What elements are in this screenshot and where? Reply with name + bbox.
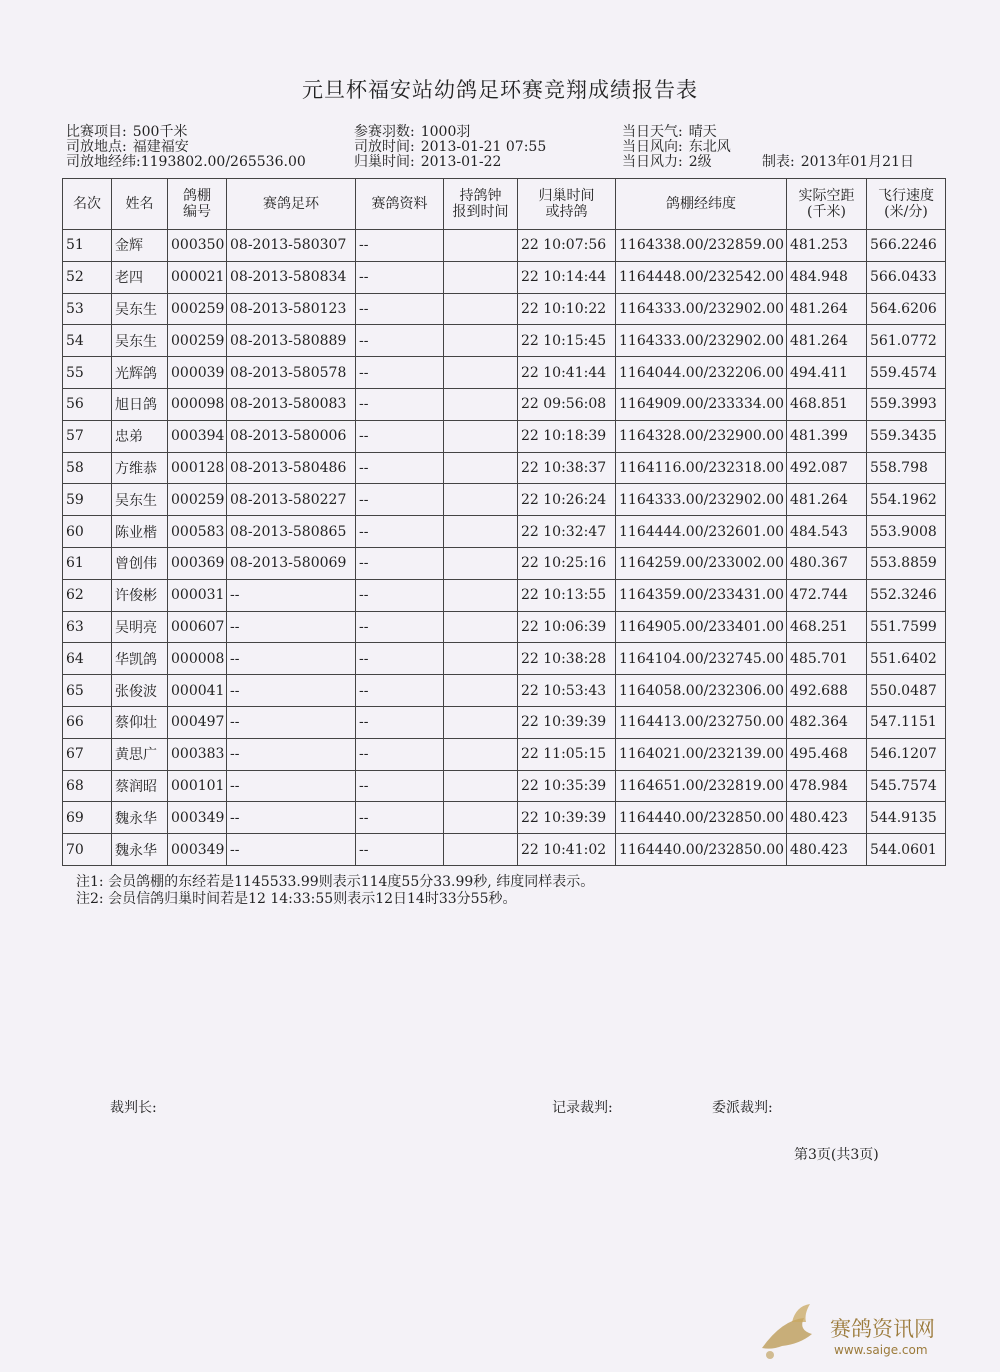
- cell-clock: [444, 293, 518, 325]
- cell-loc: 1164651.00/232819.00: [616, 770, 787, 802]
- cell-loft: 000394: [168, 420, 227, 452]
- cell-dist: 481.264: [787, 484, 867, 516]
- cell-dist: 482.364: [787, 706, 867, 738]
- header-rank: 名次: [63, 179, 112, 230]
- cell-rank: 67: [63, 738, 112, 770]
- table-row: [63, 611, 946, 643]
- cell-info: --: [356, 706, 444, 738]
- cell-name: 旭日鸽: [112, 388, 168, 420]
- cell-loc: 1164440.00/232850.00: [616, 834, 787, 866]
- cell-info: --: [356, 484, 444, 516]
- cell-loc: 1164058.00/232306.00: [616, 675, 787, 707]
- cell-clock: [444, 420, 518, 452]
- header-return-time: 归巢时间 或持鸽: [518, 179, 616, 230]
- cell-rank: 54: [63, 325, 112, 357]
- cell-dist: 492.087: [787, 452, 867, 484]
- cell-dist: 484.543: [787, 516, 867, 548]
- cell-clock: [444, 452, 518, 484]
- note-1: 注1: 会员鸽棚的东经若是1145533.99则表示114度55分33.99秒, 纬度同样表示。: [76, 874, 595, 890]
- cell-loft: 000098: [168, 388, 227, 420]
- header-loft-location: 鸽棚经纬度: [616, 179, 787, 230]
- cell-speed: 547.1151: [867, 706, 946, 738]
- cell-clock: [444, 325, 518, 357]
- cell-ring: --: [227, 611, 356, 643]
- cell-name: 曾创伟: [112, 547, 168, 579]
- cell-ring: 08-2013-580227: [227, 484, 356, 516]
- cell-name: 光辉鸽: [112, 357, 168, 389]
- cell-ring: 08-2013-580865: [227, 516, 356, 548]
- cell-loft: 000349: [168, 802, 227, 834]
- cell-name: 忠弟: [112, 420, 168, 452]
- cell-rank: 53: [63, 293, 112, 325]
- cell-speed: 559.3993: [867, 388, 946, 420]
- cell-rank: 69: [63, 802, 112, 834]
- cell-clock: [444, 770, 518, 802]
- cell-speed: 544.9135: [867, 802, 946, 834]
- cell-speed: 566.2246: [867, 230, 946, 262]
- cell-name: 华凯鸽: [112, 643, 168, 675]
- cell-speed: 546.1207: [867, 738, 946, 770]
- cell-loc: 1164359.00/233431.00: [616, 579, 787, 611]
- cell-loft: 000259: [168, 484, 227, 516]
- cell-name: 吴东生: [112, 484, 168, 516]
- cell-loft: 000583: [168, 516, 227, 548]
- cell-ring: --: [227, 579, 356, 611]
- cell-dist: 484.948: [787, 261, 867, 293]
- page-number: 第3页(共3页): [794, 1147, 879, 1163]
- cell-loft: 000259: [168, 325, 227, 357]
- cell-clock: [444, 579, 518, 611]
- cell-name: 方维恭: [112, 452, 168, 484]
- table-row: [63, 547, 946, 579]
- cell-clock: [444, 388, 518, 420]
- cell-info: --: [356, 675, 444, 707]
- cell-dist: 481.264: [787, 325, 867, 357]
- cell-dist: 472.744: [787, 579, 867, 611]
- signature-assigned-judge: 委派裁判:: [712, 1100, 773, 1116]
- cell-info: --: [356, 293, 444, 325]
- header-ring: 赛鸽足环: [227, 179, 356, 230]
- table-header-row: [63, 179, 946, 230]
- cell-dist: 481.399: [787, 420, 867, 452]
- cell-loft: 000349: [168, 834, 227, 866]
- watermark-text: 赛鸽资讯网: [830, 1317, 935, 1341]
- cell-dist: 495.468: [787, 738, 867, 770]
- table-row: [63, 834, 946, 866]
- cell-loc: 1164444.00/232601.00: [616, 516, 787, 548]
- cell-rank: 70: [63, 834, 112, 866]
- cell-loc: 1164328.00/232900.00: [616, 420, 787, 452]
- cell-loc: 1164440.00/232850.00: [616, 802, 787, 834]
- cell-loft: 000259: [168, 293, 227, 325]
- cell-ring: 08-2013-580123: [227, 293, 356, 325]
- cell-name: 吴东生: [112, 293, 168, 325]
- cell-loc: 1164333.00/232902.00: [616, 484, 787, 516]
- cell-time: 22 10:38:28: [518, 643, 616, 675]
- cell-rank: 61: [63, 547, 112, 579]
- cell-name: 魏永华: [112, 834, 168, 866]
- header-name: 姓名: [112, 179, 168, 230]
- table-row: [63, 325, 946, 357]
- cell-name: 金辉: [112, 230, 168, 262]
- cell-rank: 63: [63, 611, 112, 643]
- cell-loc: 1164333.00/232902.00: [616, 325, 787, 357]
- cell-name: 老四: [112, 261, 168, 293]
- cell-rank: 66: [63, 706, 112, 738]
- cell-time: 22 10:14:44: [518, 261, 616, 293]
- cell-dist: 468.851: [787, 388, 867, 420]
- cell-time: 22 09:56:08: [518, 388, 616, 420]
- cell-time: 22 10:53:43: [518, 675, 616, 707]
- header-loft: 鸽棚 编号: [168, 179, 227, 230]
- cell-info: --: [356, 261, 444, 293]
- cell-name: 蔡润昭: [112, 770, 168, 802]
- cell-clock: [444, 802, 518, 834]
- table-row: [63, 293, 946, 325]
- cell-time: 22 10:38:37: [518, 452, 616, 484]
- meta-return: 归巢时间: 2013-01-22: [354, 154, 502, 170]
- cell-clock: [444, 706, 518, 738]
- table-row: [63, 388, 946, 420]
- note-2: 注2: 会员信鸽归巢时间若是12 14:33:55则表示12日14时33分55秒。: [76, 891, 517, 907]
- table-row: [63, 484, 946, 516]
- table-row: [63, 706, 946, 738]
- cell-rank: 60: [63, 516, 112, 548]
- cell-info: --: [356, 579, 444, 611]
- cell-time: 22 10:13:55: [518, 579, 616, 611]
- cell-info: --: [356, 611, 444, 643]
- cell-ring: 08-2013-580006: [227, 420, 356, 452]
- table-row: [63, 643, 946, 675]
- meta-wind-direction: 当日风向: 东北风: [622, 139, 731, 155]
- cell-name: 许俊彬: [112, 579, 168, 611]
- cell-rank: 56: [63, 388, 112, 420]
- cell-time: 22 10:26:24: [518, 484, 616, 516]
- cell-time: 22 10:41:02: [518, 834, 616, 866]
- table-row: [63, 738, 946, 770]
- cell-loc: 1164448.00/232542.00: [616, 261, 787, 293]
- cell-ring: --: [227, 802, 356, 834]
- signature-record-judge: 记录裁判:: [552, 1100, 613, 1116]
- cell-loc: 1164021.00/232139.00: [616, 738, 787, 770]
- table-row: [63, 770, 946, 802]
- table-row: [63, 579, 946, 611]
- table-row: [63, 802, 946, 834]
- cell-loft: 000128: [168, 452, 227, 484]
- cell-ring: 08-2013-580307: [227, 230, 356, 262]
- cell-clock: [444, 261, 518, 293]
- cell-info: --: [356, 516, 444, 548]
- cell-time: 22 10:18:39: [518, 420, 616, 452]
- notes: [76, 874, 594, 908]
- table-row: [63, 420, 946, 452]
- cell-rank: 68: [63, 770, 112, 802]
- cell-name: 黄思广: [112, 738, 168, 770]
- cell-clock: [444, 643, 518, 675]
- cell-ring: 08-2013-580834: [227, 261, 356, 293]
- meta-place: 司放地点: 福建福安: [66, 139, 189, 155]
- cell-ring: 08-2013-580069: [227, 547, 356, 579]
- cell-speed: 552.3246: [867, 579, 946, 611]
- header-distance: 实际空距 (千米): [787, 179, 867, 230]
- cell-rank: 57: [63, 420, 112, 452]
- cell-name: 魏永华: [112, 802, 168, 834]
- cell-time: 22 11:05:15: [518, 738, 616, 770]
- cell-loft: 000383: [168, 738, 227, 770]
- header-speed: 飞行速度 (米/分): [867, 179, 946, 230]
- cell-loc: 1164413.00/232750.00: [616, 706, 787, 738]
- cell-time: 22 10:39:39: [518, 802, 616, 834]
- meta-wind-force: 当日风力: 2级: [622, 154, 712, 170]
- table-row: [63, 261, 946, 293]
- cell-ring: --: [227, 675, 356, 707]
- cell-loft: 000350: [168, 230, 227, 262]
- cell-rank: 55: [63, 357, 112, 389]
- cell-clock: [444, 230, 518, 262]
- signature-chief-judge: 裁判长:: [110, 1100, 157, 1116]
- cell-dist: 480.423: [787, 802, 867, 834]
- cell-dist: 481.264: [787, 293, 867, 325]
- cell-info: --: [356, 770, 444, 802]
- cell-loft: 000039: [168, 357, 227, 389]
- cell-rank: 65: [63, 675, 112, 707]
- cell-speed: 564.6206: [867, 293, 946, 325]
- cell-info: --: [356, 738, 444, 770]
- cell-time: 22 10:41:44: [518, 357, 616, 389]
- cell-speed: 553.9008: [867, 516, 946, 548]
- cell-name: 吴明亮: [112, 611, 168, 643]
- cell-loc: 1164338.00/232859.00: [616, 230, 787, 262]
- cell-loc: 1164044.00/232206.00: [616, 357, 787, 389]
- cell-speed: 559.4574: [867, 357, 946, 389]
- cell-info: --: [356, 547, 444, 579]
- cell-info: --: [356, 230, 444, 262]
- cell-time: 22 10:07:56: [518, 230, 616, 262]
- cell-time: 22 10:06:39: [518, 611, 616, 643]
- cell-ring: --: [227, 643, 356, 675]
- table-row: [63, 357, 946, 389]
- cell-time: 22 10:35:39: [518, 770, 616, 802]
- cell-clock: [444, 834, 518, 866]
- cell-name: 蔡仰壮: [112, 706, 168, 738]
- table-row: [63, 516, 946, 548]
- cell-loft: 000369: [168, 547, 227, 579]
- cell-clock: [444, 484, 518, 516]
- cell-loc: 1164333.00/232902.00: [616, 293, 787, 325]
- cell-ring: --: [227, 834, 356, 866]
- cell-info: --: [356, 357, 444, 389]
- cell-info: --: [356, 325, 444, 357]
- cell-loft: 000041: [168, 675, 227, 707]
- cell-info: --: [356, 420, 444, 452]
- table-row: [63, 230, 946, 262]
- cell-speed: 558.798: [867, 452, 946, 484]
- watermark-url: www.saige.com: [834, 1343, 928, 1357]
- meta-project: 比赛项目: 500千米: [66, 124, 188, 140]
- cell-ring: 08-2013-580083: [227, 388, 356, 420]
- cell-ring: --: [227, 770, 356, 802]
- cell-dist: 480.423: [787, 834, 867, 866]
- cell-info: --: [356, 388, 444, 420]
- cell-ring: --: [227, 738, 356, 770]
- cell-dist: 478.984: [787, 770, 867, 802]
- cell-ring: 08-2013-580578: [227, 357, 356, 389]
- cell-time: 22 10:25:16: [518, 547, 616, 579]
- cell-info: --: [356, 802, 444, 834]
- cell-loft: 000497: [168, 706, 227, 738]
- meta-count: 参赛羽数: 1000羽: [354, 124, 471, 140]
- cell-loc: 1164104.00/232745.00: [616, 643, 787, 675]
- header-clock-time: 持鸽钟 报到时间: [444, 179, 518, 230]
- cell-loc: 1164905.00/233401.00: [616, 611, 787, 643]
- cell-loft: 000607: [168, 611, 227, 643]
- cell-info: --: [356, 452, 444, 484]
- cell-time: 22 10:10:22: [518, 293, 616, 325]
- meta-made-date: 制表: 2013年01月21日: [762, 154, 914, 170]
- cell-clock: [444, 516, 518, 548]
- cell-speed: 551.6402: [867, 643, 946, 675]
- cell-rank: 58: [63, 452, 112, 484]
- cell-time: 22 10:39:39: [518, 706, 616, 738]
- table-row: [63, 675, 946, 707]
- cell-dist: 480.367: [787, 547, 867, 579]
- cell-speed: 545.7574: [867, 770, 946, 802]
- cell-dist: 494.411: [787, 357, 867, 389]
- cell-time: 22 10:15:45: [518, 325, 616, 357]
- cell-dist: 468.251: [787, 611, 867, 643]
- cell-rank: 52: [63, 261, 112, 293]
- cell-rank: 62: [63, 579, 112, 611]
- cell-dist: 492.688: [787, 675, 867, 707]
- cell-speed: 554.1962: [867, 484, 946, 516]
- cell-loc: 1164259.00/233002.00: [616, 547, 787, 579]
- cell-loft: 000021: [168, 261, 227, 293]
- cell-ring: 08-2013-580889: [227, 325, 356, 357]
- cell-dist: 481.253: [787, 230, 867, 262]
- meta-coord: 司放地经纬:1193802.00/265536.00: [66, 154, 306, 170]
- cell-speed: 550.0487: [867, 675, 946, 707]
- cell-speed: 561.0772: [867, 325, 946, 357]
- cell-rank: 64: [63, 643, 112, 675]
- cell-speed: 553.8859: [867, 547, 946, 579]
- meta-release: 司放时间: 2013-01-21 07:55: [354, 139, 547, 155]
- cell-clock: [444, 675, 518, 707]
- cell-loc: 1164116.00/232318.00: [616, 452, 787, 484]
- cell-speed: 551.7599: [867, 611, 946, 643]
- cell-rank: 51: [63, 230, 112, 262]
- cell-rank: 59: [63, 484, 112, 516]
- header-info: 赛鸽资料: [356, 179, 444, 230]
- cell-info: --: [356, 643, 444, 675]
- cell-speed: 559.3435: [867, 420, 946, 452]
- cell-ring: 08-2013-580486: [227, 452, 356, 484]
- meta-weather: 当日天气: 晴天: [622, 124, 717, 140]
- cell-name: 吴东生: [112, 325, 168, 357]
- cell-clock: [444, 611, 518, 643]
- cell-loft: 000031: [168, 579, 227, 611]
- cell-loft: 000101: [168, 770, 227, 802]
- cell-loc: 1164909.00/233334.00: [616, 388, 787, 420]
- cell-speed: 566.0433: [867, 261, 946, 293]
- results-table: [62, 178, 946, 866]
- report-title: 元旦杯福安站幼鸽足环赛竞翔成绩报告表: [302, 78, 698, 102]
- cell-clock: [444, 738, 518, 770]
- cell-clock: [444, 357, 518, 389]
- cell-dist: 485.701: [787, 643, 867, 675]
- table-row: [63, 452, 946, 484]
- cell-loft: 000008: [168, 643, 227, 675]
- cell-info: --: [356, 834, 444, 866]
- cell-name: 陈业楷: [112, 516, 168, 548]
- cell-speed: 544.0601: [867, 834, 946, 866]
- cell-ring: --: [227, 706, 356, 738]
- cell-name: 张俊波: [112, 675, 168, 707]
- cell-clock: [444, 547, 518, 579]
- cell-time: 22 10:32:47: [518, 516, 616, 548]
